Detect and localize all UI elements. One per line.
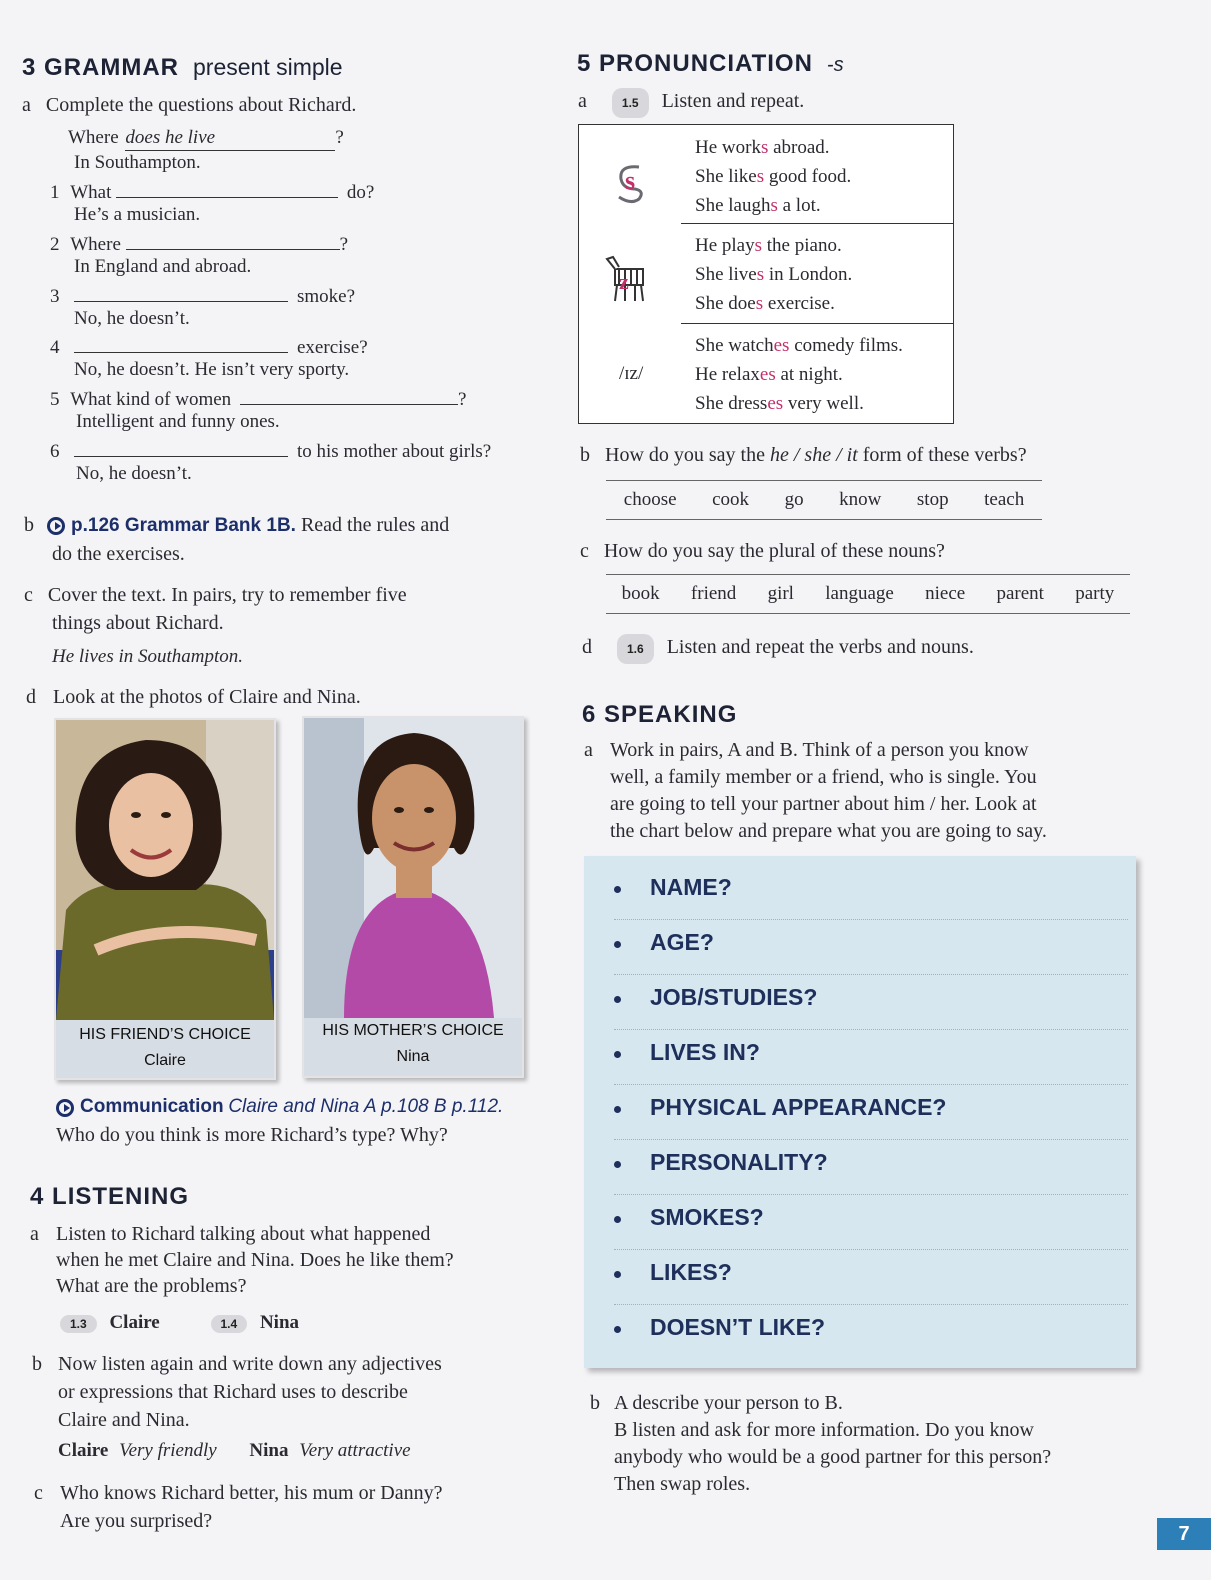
word: friend [690, 583, 737, 604]
section-title: GRAMMAR [44, 54, 180, 81]
pron-sentence [695, 260, 852, 289]
zebra-icon [601, 255, 655, 303]
photo-nina [302, 716, 524, 1078]
question-3 [50, 283, 355, 309]
pron-sentence [695, 360, 843, 389]
sentence-part: She live [695, 264, 757, 285]
speaking-chart [584, 856, 1136, 1368]
q-post: ? [335, 127, 344, 148]
chart-item [614, 919, 1128, 975]
bullet-icon [614, 1216, 621, 1223]
q-post: exercise? [297, 337, 368, 358]
pronunciation-box [578, 124, 954, 424]
track-name: Nina [259, 1312, 300, 1333]
question-2 [50, 231, 348, 257]
instruction-line: Are you surprised? [60, 1510, 213, 1532]
sentence-ending: s [770, 195, 778, 216]
sentence-ending: es [759, 364, 776, 385]
q-reply: No, he doesn’t. He isn’t very sporty. [74, 359, 350, 380]
q-number: 5 [50, 389, 60, 410]
sentence-part: the piano. [762, 235, 842, 256]
item-letter: a [578, 90, 587, 112]
sentence-part: He relax [695, 364, 760, 385]
claire-photo-image [56, 720, 274, 1020]
item-letter: a [584, 739, 593, 761]
arrow-circle-icon [56, 1099, 74, 1117]
q-number: 6 [50, 441, 60, 462]
item-letter: b [590, 1392, 600, 1414]
communication-label[interactable]: Communication [80, 1096, 224, 1117]
section-subtitle: present simple [193, 54, 343, 80]
chart-item [614, 1084, 1128, 1140]
answer-blank[interactable] [74, 438, 288, 457]
pron-sentence [695, 331, 903, 360]
nina-photo-image [304, 718, 522, 1018]
chart-item [614, 1029, 1128, 1085]
bullet-icon [614, 1161, 621, 1168]
instruction-text: How do you say the plural of these nouns? [603, 540, 945, 562]
word: know [839, 489, 882, 510]
photo-name: Claire [144, 1052, 186, 1069]
sentence-part: He play [695, 235, 755, 256]
sentence-part: She doe [695, 293, 756, 314]
section-title: SPEAKING [604, 701, 738, 728]
q-pre: Where [70, 234, 121, 255]
sentence-part: good food. [764, 166, 852, 187]
pron-group-s [579, 129, 953, 223]
divider [681, 323, 953, 324]
instruction-line: What are the problems? [56, 1275, 247, 1297]
listening-a-letter: a [30, 1223, 39, 1245]
bullet-icon [614, 1051, 621, 1058]
grammar-bank-ref[interactable]: p.126 Grammar Bank 1B. [71, 515, 296, 536]
instruction-text: form of these verbs? [862, 444, 1027, 466]
grammar-b [24, 512, 449, 539]
grammar-c [24, 582, 407, 608]
listening-c-letter: c [34, 1482, 43, 1504]
communication-pages: Claire and Nina A p.108 B p.112. [228, 1096, 504, 1117]
sentence-ending: s [760, 137, 769, 158]
word: cook [712, 489, 750, 510]
instruction-text: Cover the text. In pairs, try to remember five [47, 584, 407, 606]
sentence-part: She laugh [695, 195, 771, 216]
instruction-line: Then swap roles. [614, 1473, 751, 1495]
q-number: 3 [50, 286, 60, 307]
snake-icon [609, 159, 655, 205]
instruction-text: Listen and repeat the verbs and nouns. [666, 636, 974, 658]
sentence-part: exercise. [763, 293, 835, 314]
instruction-line: Now listen again and write down any adjectives [58, 1353, 442, 1375]
photo-caption: HIS FRIEND’S CHOICE [79, 1026, 251, 1043]
bullet-icon [614, 1326, 621, 1333]
pronunciation-c [580, 538, 945, 564]
instruction-text: things about Richard. [52, 612, 224, 634]
arrow-circle-icon [47, 517, 65, 535]
answer-blank[interactable] [74, 334, 288, 353]
q-pre: What kind of women [70, 389, 232, 410]
chart-label: AGE? [650, 929, 714, 955]
instruction-line: well, a family member or a friend, who is single. You [610, 766, 1037, 788]
example-label: Nina [249, 1440, 289, 1461]
question-4 [50, 334, 368, 360]
example-answer: He lives in Southampton. [52, 646, 244, 667]
section-number: 6 [582, 701, 597, 728]
sentence-part: He work [695, 137, 761, 158]
q-post: do? [346, 182, 375, 203]
instruction-text: do the exercises. [52, 543, 185, 565]
chart-label: NAME? [650, 874, 732, 900]
pron-sentence [695, 231, 842, 260]
instruction-line: A describe your person to B. [614, 1392, 843, 1414]
chart-label: DOESN’T LIKE? [650, 1314, 826, 1340]
sentence-part: very well. [783, 393, 864, 414]
sentence-part: comedy films. [789, 335, 903, 356]
chart-item [614, 1249, 1128, 1305]
instruction-line: anybody who would be a good partner for this person? [614, 1446, 1052, 1468]
grammar-heading [22, 54, 343, 82]
pron-group-iz [579, 329, 953, 423]
section-subtitle: -s [826, 54, 844, 76]
q-reply: He’s a musician. [74, 204, 201, 225]
sound-symbol: z [619, 269, 629, 294]
question-1 [50, 179, 374, 205]
pron-sentence [695, 389, 864, 418]
q-number: 4 [50, 337, 60, 358]
audio-track-button[interactable]: 1.3 [60, 1315, 97, 1333]
word: parent [996, 583, 1044, 604]
sentence-part: abroad. [768, 137, 830, 158]
word: teach [984, 489, 1025, 510]
instruction-line: B listen and ask for more information. Do you know [614, 1419, 1034, 1441]
bullet-icon [614, 1271, 621, 1278]
instruction-line: when he met Claire and Nina. Does he like them? [56, 1249, 454, 1271]
bullet-icon [614, 1106, 621, 1113]
photo-claire [54, 718, 276, 1080]
item-letter: d [582, 636, 592, 658]
grammar-bank-link[interactable] [47, 514, 296, 536]
speaking-b-text [614, 1390, 1051, 1498]
instruction-line: are going to tell your partner about him / her. Look at [610, 793, 1037, 815]
sentence-part: a lot. [777, 195, 821, 216]
word: party [1075, 583, 1115, 604]
sentence-part: She watch [695, 335, 774, 356]
instruction-text: Listen and repeat. [661, 90, 805, 112]
pron-sentence [695, 289, 835, 318]
example-answer: does he live [125, 126, 335, 151]
instruction-text: Read the rules and [300, 514, 450, 536]
track-name: Claire [109, 1312, 160, 1333]
nouns-row [606, 574, 1130, 614]
instruction-text: Complete the questions about Richard. [45, 94, 357, 116]
pronunciation-b [580, 442, 1027, 468]
section-number: 3 [22, 54, 37, 81]
chart-label: SMOKES? [650, 1204, 764, 1230]
pron-sentence [695, 162, 851, 191]
audio-track-button[interactable]: 1.5 [612, 88, 649, 118]
question-5 [50, 386, 466, 412]
pronunciation-d [582, 634, 974, 664]
sentence-ending: s [756, 166, 765, 187]
instruction-line: Listen to Richard talking about what happened [56, 1223, 431, 1245]
chart-label: PHYSICAL APPEARANCE? [650, 1094, 947, 1120]
audio-track-button[interactable]: 1.6 [617, 634, 654, 664]
listening-b-text [58, 1351, 442, 1433]
grammar-a [22, 92, 356, 118]
sentence-part: in London. [764, 264, 853, 285]
q-pre: Where [68, 127, 119, 148]
instruction-text: Look at the photos of Claire and Nina. [53, 686, 361, 708]
item-letter: c [580, 540, 589, 562]
audio-track-button[interactable]: 1.4 [211, 1315, 248, 1333]
word: niece [925, 583, 966, 604]
word: stop [916, 489, 949, 510]
page-number: 7 [1157, 1518, 1211, 1550]
q-reply: Intelligent and funny ones. [76, 411, 280, 432]
q-pre: What [70, 182, 112, 203]
listening-heading [30, 1183, 189, 1211]
photo-caption: HIS MOTHER’S CHOICE [322, 1022, 504, 1039]
answer-blank[interactable] [74, 283, 288, 302]
section-title: PRONUNCIATION [599, 50, 813, 77]
q-number: 1 [50, 182, 60, 203]
section-title: LISTENING [52, 1183, 190, 1210]
item-letter: b [24, 514, 34, 536]
example-answer: Very attractive [299, 1440, 411, 1461]
instruction-line: or expressions that Richard uses to describe [58, 1381, 408, 1403]
item-letter: a [22, 94, 31, 116]
sentence-ending: s [754, 235, 763, 256]
listening-c-text [60, 1480, 442, 1534]
instruction-line: the chart below and prepare what you are going to say. [610, 820, 1047, 842]
item-letter: d [26, 686, 36, 708]
instruction-text: How do you say the [605, 444, 765, 466]
word: girl [767, 583, 794, 604]
answer-blank[interactable] [126, 231, 340, 250]
sentence-ending: es [767, 393, 784, 414]
word: book [621, 583, 660, 604]
pron-sentence [695, 133, 830, 162]
chart-item [614, 864, 1128, 920]
sound-symbol: s [625, 166, 636, 195]
item-letter: b [580, 444, 590, 466]
chart-item [614, 1304, 1128, 1359]
instruction-italic: he / she / it [769, 444, 858, 466]
section-number: 4 [30, 1183, 45, 1210]
sentence-ending: s [756, 264, 765, 285]
example-answer: Very friendly [119, 1440, 217, 1461]
q-post: smoke? [297, 286, 356, 307]
q-reply: In England and abroad. [74, 256, 252, 277]
instruction-line: Work in pairs, A and B. Think of a person you know [610, 739, 1029, 761]
chart-label: JOB/STUDIES? [650, 984, 818, 1010]
q-post: ? [457, 389, 467, 410]
listening-tracks [60, 1312, 299, 1334]
listening-b-letter: b [32, 1353, 42, 1375]
pron-group-z [579, 229, 953, 323]
chart-label: LIKES? [650, 1259, 732, 1285]
q-reply: No, he doesn’t. [76, 463, 192, 484]
answer-blank[interactable] [116, 179, 338, 198]
q-number: 2 [50, 234, 60, 255]
instruction-line: Who knows Richard better, his mum or Danny? [60, 1482, 443, 1504]
q-reply: No, he doesn’t. [74, 308, 190, 329]
bullet-icon [614, 996, 621, 1003]
chart-label: PERSONALITY? [650, 1149, 828, 1175]
sentence-part: at night. [775, 364, 843, 385]
speaking-heading [582, 701, 737, 729]
word: go [784, 489, 804, 510]
word: language [825, 583, 894, 604]
word: choose [623, 489, 677, 510]
instruction-line: Claire and Nina. [58, 1409, 190, 1431]
q-post: ? [339, 234, 349, 255]
listening-a-text [56, 1221, 454, 1299]
bullet-icon [614, 886, 621, 893]
q-post: to his mother about girls? [297, 441, 492, 462]
example-reply: In Southampton. [74, 152, 201, 173]
pron-sentence [695, 191, 821, 220]
speaking-a-text [610, 737, 1047, 845]
chart-item [614, 1194, 1128, 1250]
sentence-part: She dress [695, 393, 768, 414]
photo-name: Nina [396, 1048, 430, 1065]
grammar-d [26, 684, 361, 710]
chart-item [614, 974, 1128, 1030]
answer-blank[interactable] [240, 386, 458, 405]
example-label: Claire [58, 1440, 109, 1461]
sentence-ending: s [755, 293, 764, 314]
sentence-ending: es [773, 335, 790, 356]
pronunciation-a [578, 88, 804, 118]
listening-b-examples [58, 1440, 411, 1462]
communication-ref[interactable] [56, 1096, 503, 1118]
chart-label: LIVES IN? [650, 1039, 760, 1065]
sound-symbol: /ɪz/ [619, 363, 644, 384]
section-number: 5 [577, 50, 592, 77]
item-letter: c [24, 584, 33, 606]
question-6 [50, 438, 491, 464]
verbs-row [606, 480, 1042, 520]
divider [681, 223, 953, 224]
communication-question: Who do you think is more Richard’s type? Why? [56, 1124, 448, 1146]
pronunciation-heading [577, 50, 844, 78]
bullet-icon [614, 941, 621, 948]
sentence-part: She like [695, 166, 757, 187]
chart-item [614, 1139, 1128, 1195]
example-question [68, 126, 344, 151]
